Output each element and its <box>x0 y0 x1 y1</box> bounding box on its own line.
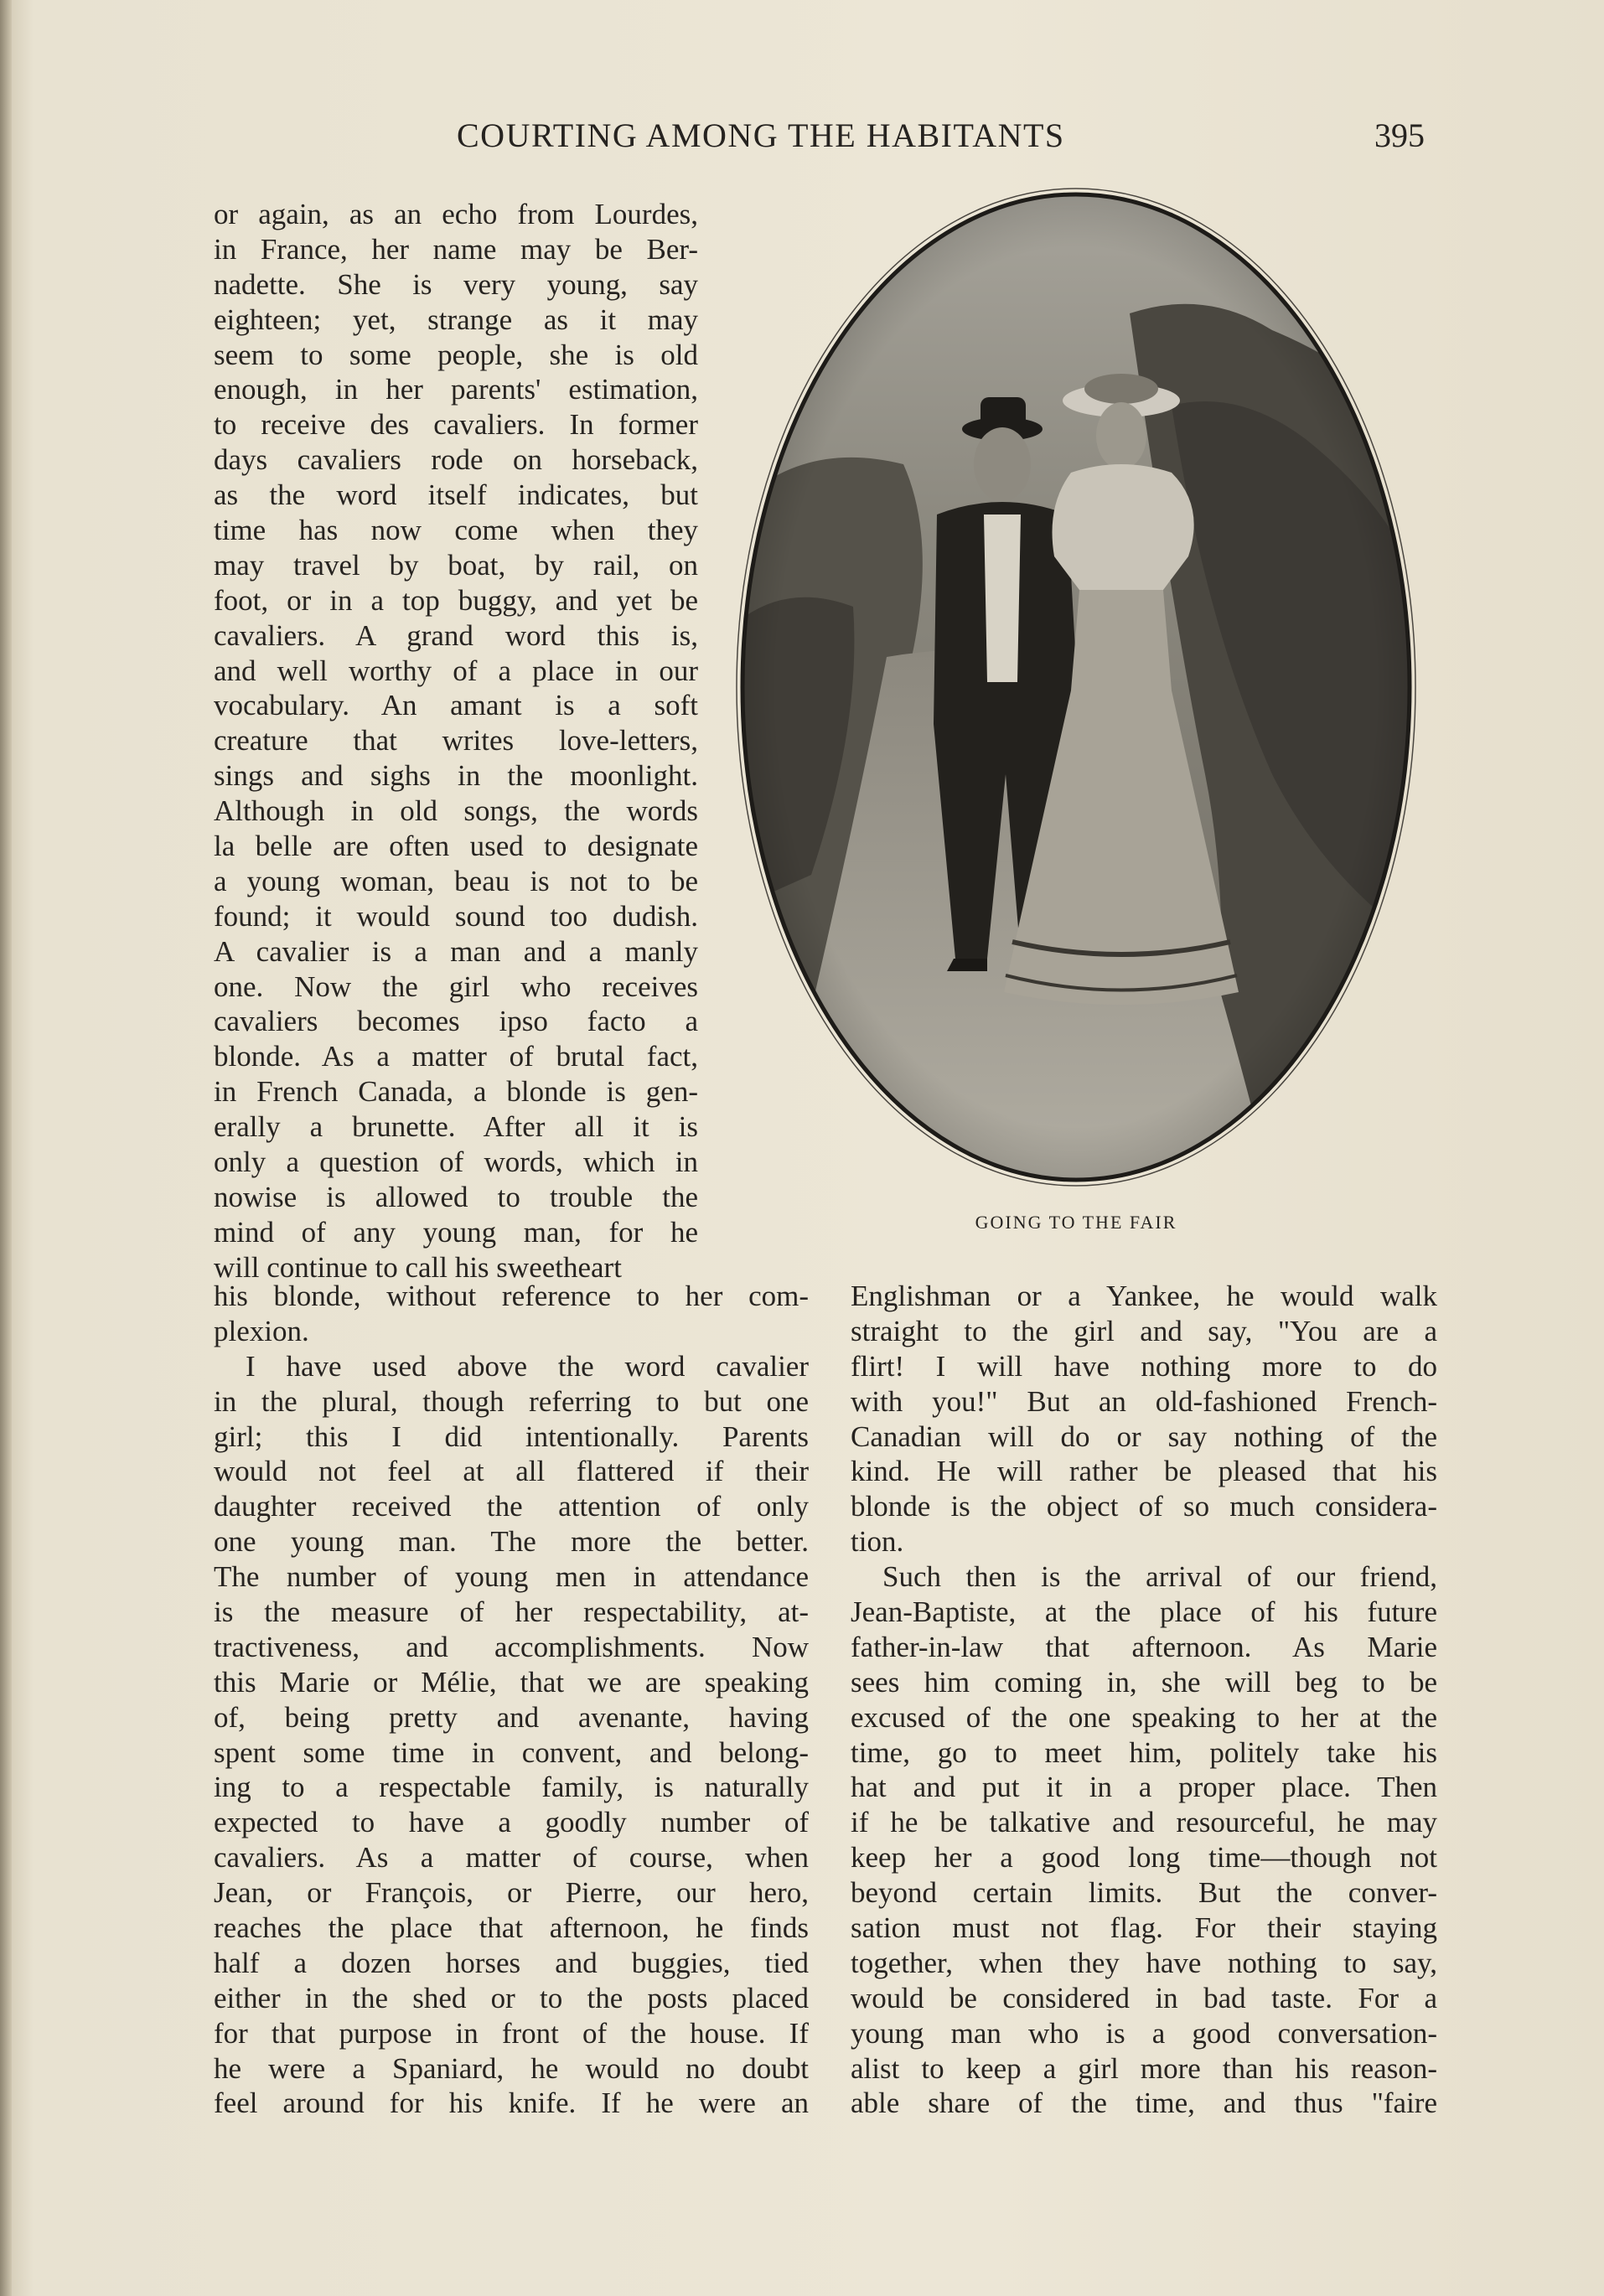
text-line: flirt! I will have nothing more to do <box>851 1349 1437 1383</box>
text-line: with you!" But an old-fashioned French- <box>851 1384 1437 1418</box>
text-line: ing to a respectable family, is naturally <box>214 1771 809 1804</box>
text-line: straight to the girl and say, "You are a <box>851 1314 1437 1347</box>
text-line: if he be talkative and resourceful, he may <box>851 1806 1437 1839</box>
text-line: one. Now the girl who receives <box>214 970 698 1003</box>
text-line: Jean-Baptiste, at the place of his future <box>851 1595 1437 1629</box>
text-line: time, go to meet him, politely take his <box>851 1735 1437 1769</box>
text-line: cavaliers becomes ipso facto a <box>214 1005 698 1038</box>
text-line: in France, her name may be Ber- <box>214 232 698 266</box>
text-line: Such then is the arrival of our friend, <box>882 1560 1437 1594</box>
text-line: The number of young men in attendance <box>214 1560 809 1594</box>
text-line: for that purpose in front of the house. If <box>214 2016 809 2050</box>
text-line: cavaliers. A grand word this is, <box>214 618 698 652</box>
page-number: 395 <box>1374 116 1425 154</box>
text-line: sation must not flag. For their staying <box>851 1911 1437 1945</box>
text-line: his blonde, without reference to her com- <box>214 1280 809 1312</box>
text-line: blonde is the object of so much considera- <box>851 1490 1437 1523</box>
page-header <box>0 116 1604 158</box>
text-line: sings and sighs in the moonlight. <box>214 759 698 793</box>
text-line: expected to have a goodly number of <box>214 1806 809 1839</box>
text-line: Jean, or François, or Pierre, our hero, <box>214 1876 809 1910</box>
text-line: Although in old songs, the words <box>214 794 698 828</box>
text-line: half a dozen horses and buggies, tied <box>214 1946 809 1979</box>
photo-caption: GOING TO THE FAIR <box>975 1212 1177 1233</box>
text-line: enough, in her parents' estimation, <box>214 373 698 406</box>
text-line: vocabulary. An amant is a soft <box>214 689 698 722</box>
text-line: would be considered in bad taste. For a <box>851 1981 1437 2014</box>
text-line: feel around for his knife. If he were an <box>214 2087 809 2120</box>
text-line: hat and put it in a proper place. Then <box>851 1771 1437 1804</box>
text-line: time has now come when they <box>214 514 698 547</box>
text-line: one young man. The more the better. <box>214 1525 809 1559</box>
text-line: tractiveness, and accomplishments. Now <box>214 1630 809 1663</box>
text-line: keep her a good long time—though not <box>851 1841 1437 1875</box>
text-line: reaches the place that afternoon, he finds <box>214 1911 809 1945</box>
photograph-figure <box>736 188 1416 1187</box>
text-line: only a question of words, which in <box>214 1145 698 1179</box>
text-line: Englishman or a Yankee, he would walk <box>851 1280 1437 1312</box>
text-line: I have used above the word cavalier <box>246 1349 809 1383</box>
text-line: tion. <box>851 1525 904 1559</box>
text-line: girl; this I did intentionally. Parents <box>214 1419 809 1453</box>
text-line: daughter received the attention of only <box>214 1490 809 1523</box>
text-line: and well worthy of a place in our <box>214 654 698 687</box>
text-line: A cavalier is a man and a manly <box>214 934 698 968</box>
text-line: able share of the time, and thus "faire <box>851 2087 1437 2120</box>
page-gutter <box>0 0 12 2296</box>
text-line: Canadian will do or say nothing of the <box>851 1419 1437 1453</box>
text-line: young man who is a good conversation- <box>851 2016 1437 2050</box>
text-line: this Marie or Mélie, that we are speaking <box>214 1665 809 1699</box>
text-line: mind of any young man, for he <box>214 1215 698 1249</box>
text-line: kind. He will rather be pleased that his <box>851 1455 1437 1488</box>
text-line: excused of the one speaking to her at the <box>851 1700 1437 1734</box>
text-line: beyond certain limits. But the conver- <box>851 1876 1437 1910</box>
text-line: together, when they have nothing to say, <box>851 1946 1437 1979</box>
text-line: la belle are often used to designate <box>214 830 698 863</box>
text-line: or again, as an echo from Lourdes, <box>214 198 698 230</box>
text-line: a young woman, beau is not to be <box>214 864 698 897</box>
text-line: will continue to call his sweetheart <box>214 1250 622 1284</box>
text-line: would not feel at all flattered if their <box>214 1455 809 1488</box>
text-line: plexion. <box>214 1314 309 1347</box>
text-line: may travel by boat, by rail, on <box>214 548 698 582</box>
text-line: spent some time in convent, and belong- <box>214 1735 809 1769</box>
text-line: days cavaliers rode on horseback, <box>214 443 698 477</box>
text-line: in the plural, though referring to but one <box>214 1384 809 1418</box>
text-line: found; it would sound too dudish. <box>214 899 698 933</box>
text-column-top <box>214 197 698 1285</box>
text-column-right <box>851 1279 1437 2121</box>
text-column-left <box>214 1279 809 2121</box>
text-line: father-in-law that afternoon. As Marie <box>851 1630 1437 1663</box>
oval-photograph <box>736 188 1416 1187</box>
text-line: is the measure of her respectability, at- <box>214 1595 809 1629</box>
text-line: alist to keep a girl more than his reason- <box>851 2051 1437 2085</box>
text-line: as the word itself indicates, but <box>214 478 698 512</box>
text-line: erally a brunette. After all it is <box>214 1110 698 1144</box>
text-line: eighteen; yet, strange as it may <box>214 303 698 336</box>
text-line: creature that writes love-letters, <box>214 724 698 758</box>
text-line: to receive des cavaliers. In former <box>214 408 698 442</box>
text-line: nadette. She is very young, say <box>214 267 698 301</box>
text-line: in French Canada, a blonde is gen- <box>214 1075 698 1109</box>
text-line: of, being pretty and avenante, having <box>214 1700 809 1734</box>
text-line: sees him coming in, she will beg to be <box>851 1665 1437 1699</box>
text-line: he were a Spaniard, he would no doubt <box>214 2051 809 2085</box>
text-line: nowise is allowed to trouble the <box>214 1180 698 1213</box>
text-line: cavaliers. As a matter of course, when <box>214 1841 809 1875</box>
text-line: foot, or in a top buggy, and yet be <box>214 583 698 617</box>
text-line: blonde. As a matter of brutal fact, <box>214 1040 698 1073</box>
text-line: seem to some people, she is old <box>214 338 698 371</box>
running-title: COURTING AMONG THE HABITANTS <box>457 116 1065 154</box>
text-line: either in the shed or to the posts placed <box>214 1981 809 2014</box>
